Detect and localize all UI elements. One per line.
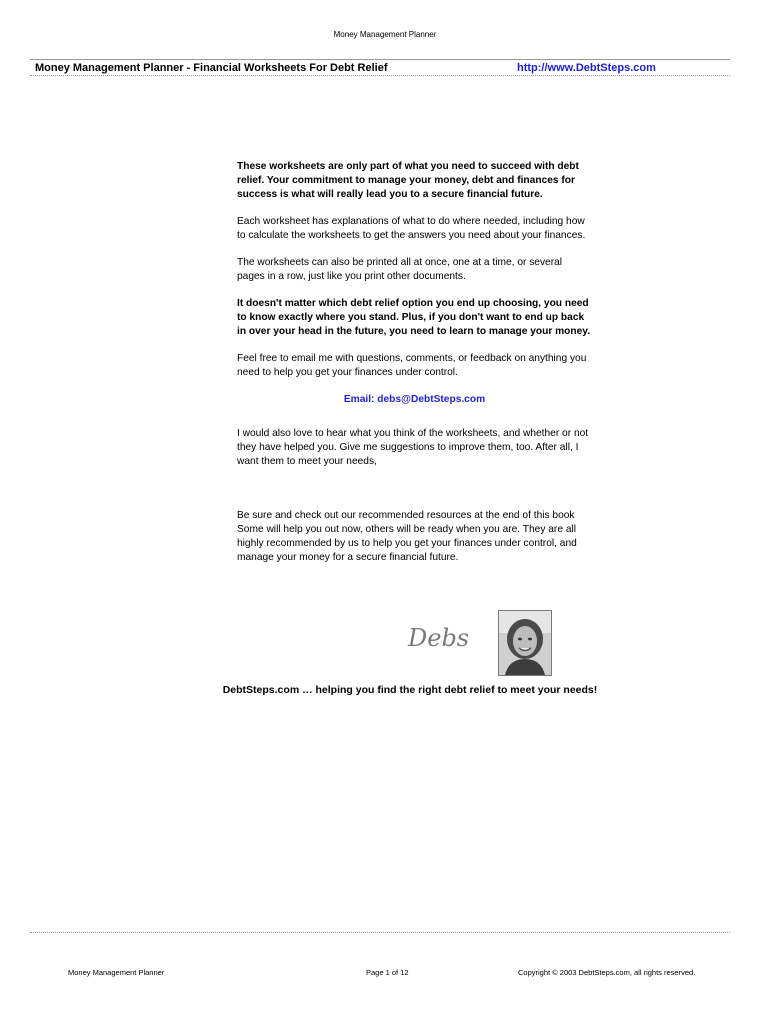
email-link[interactable]: Email: debs@DebtSteps.com: [343, 394, 486, 405]
intro-paragraph-email-invite: Feel free to email me with questions, comments, or feedback on anything you need to help you get your finances under control.: [237, 353, 587, 378]
header-bottom-rule: [30, 75, 730, 76]
intro-paragraph-printing: The worksheets can also be printed all at once, one at a time, or several pages in a row, just like you print other documents.: [237, 257, 563, 282]
intro-paragraph-commitment: These worksheets are only part of what you need to succeed with debt relief. Your commitment to manage your money, debt and finances for success is what will really lead you to a secure financial future.: [237, 161, 579, 200]
intro-paragraph-resources: Be sure and check out our recommended resources at the end of this book Some will help you out now, others will be ready when you are. They are all highly recommended by us to help you get your finances under control, and manage your money for a secure financial future.: [237, 510, 577, 563]
footer-page-number: Page 1 of 12: [366, 968, 409, 977]
footer-copyright: Copyright © 2003 DebtSteps.com, all rights reserved.: [518, 968, 696, 977]
header-url-link[interactable]: http://www.DebtSteps.com: [517, 62, 656, 74]
portrait-icon: [499, 611, 551, 675]
author-photo: [498, 610, 552, 676]
intro-paragraph-debt-relief: It doesn't matter which debt relief option you end up choosing, you need to know exactly where you stand. Plus, if you don't want to end up back in over your head in the future, you need to learn to manage your money.: [237, 298, 591, 337]
intro-paragraph-explanations: Each worksheet has explanations of what to do where needed, including how to calculate the worksheets to get the answers you need about your finances.: [237, 216, 586, 241]
tagline: DebtSteps.com … helping you find the right debt relief to meet your needs!: [222, 684, 598, 696]
footer-title: Money Management Planner: [68, 968, 165, 977]
header-title: Money Management Planner - Financial Worksheets For Debt Relief: [35, 62, 388, 74]
running-header: Money Management Planner: [333, 30, 437, 39]
footer-rule: [30, 932, 730, 933]
intro-paragraph-feedback: I would also love to hear what you think of the worksheets, and whether or not they have helped you. Give me suggestions to improve them, too. After all, I want them to meet your needs,: [237, 428, 589, 467]
signature-debs: Debs: [408, 624, 470, 652]
header-top-rule: [30, 59, 730, 60]
intro-content: [237, 160, 592, 578]
